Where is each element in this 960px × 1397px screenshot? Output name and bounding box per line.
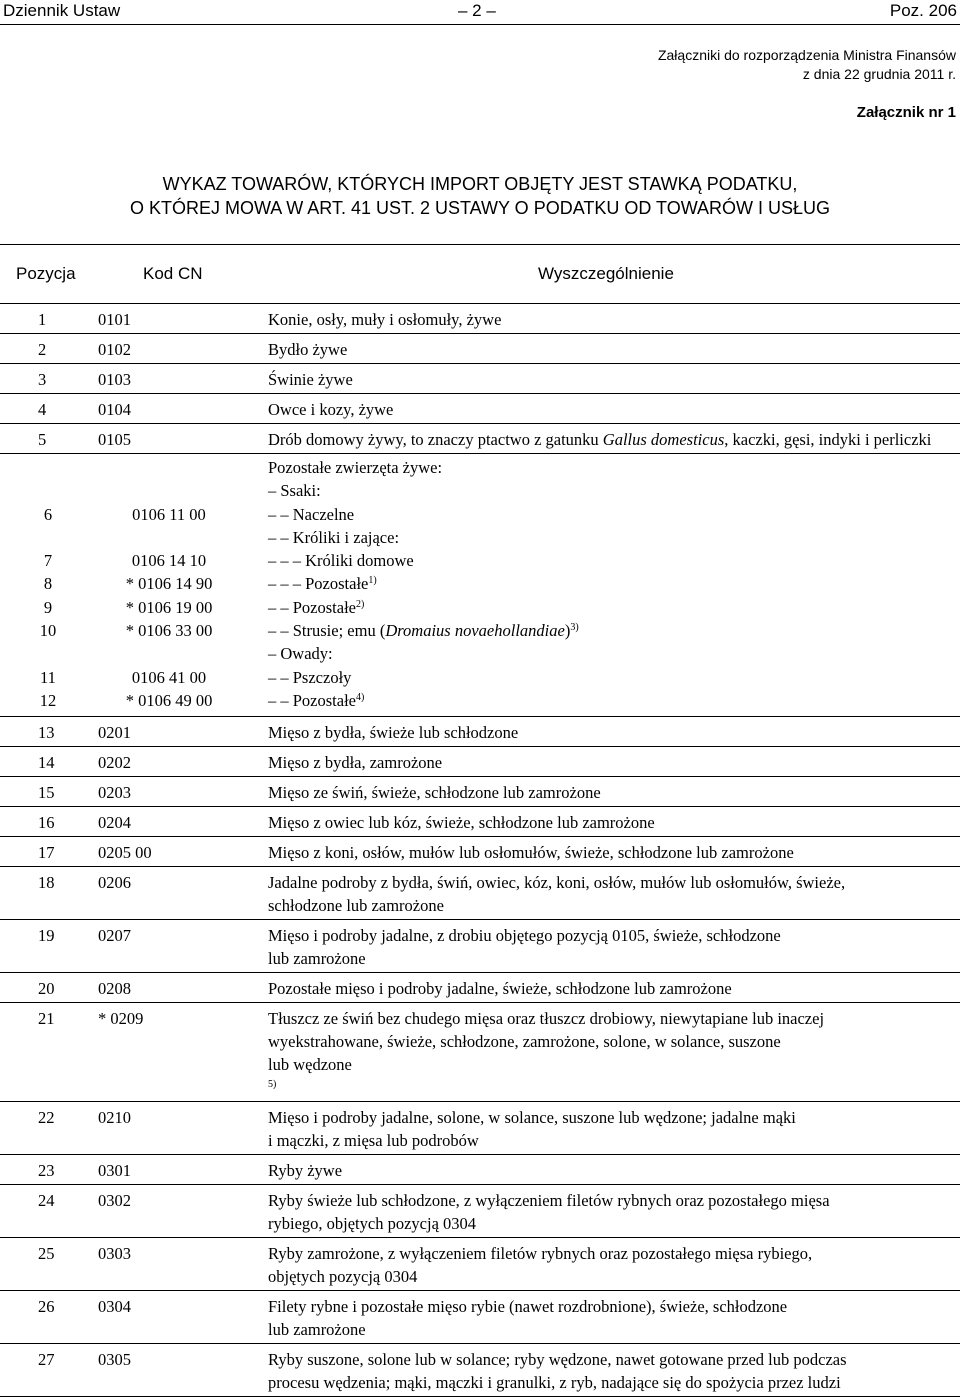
indent-dashes: – – – [268, 551, 306, 571]
table-row [0, 807, 960, 837]
cn-code-cell: * 0209 [98, 1009, 144, 1029]
document-title-line: O KTÓREJ MOWA W ART. 41 UST. 2 USTAWY O PODATKU OD TOWARÓW I USŁUG [129, 198, 831, 218]
table-row [0, 1185, 960, 1238]
footnote-ref: 5) [268, 1079, 277, 1091]
position-cell: 19 [38, 926, 55, 946]
cn-code-cell: 0102 [98, 340, 131, 359]
cn-code-value: * 0106 33 00 [125, 621, 213, 641]
description-text: Króliki i zające: [292, 527, 400, 547]
indent-dashes: – [268, 481, 281, 501]
description-cell [268, 811, 960, 834]
cn-code-cell: 0203 [98, 783, 131, 803]
table-row [0, 747, 960, 777]
description-text: ) [564, 621, 571, 641]
table-row [0, 1291, 960, 1344]
cn-code-cell: 0205 00 [98, 843, 152, 863]
journal-name: Dziennik Ustaw [3, 1, 121, 20]
description-cell [268, 1189, 960, 1235]
position-cell: 23 [38, 1161, 55, 1181]
description-line [268, 526, 960, 549]
description-text: , kaczki, gęsi, indyki i perliczki [724, 430, 932, 449]
description-text: Ssaki: [280, 481, 321, 501]
position-value [0, 456, 96, 479]
position-cell: 18 [38, 873, 55, 893]
cn-code-cell: 0304 [98, 1297, 131, 1317]
position-cell: 24 [38, 1191, 55, 1211]
description-cell: Świnie żywe [268, 370, 353, 389]
position-value [0, 479, 96, 502]
description-cell [268, 1106, 960, 1152]
description-cell [268, 1159, 960, 1182]
description-text: Naczelne [292, 504, 355, 524]
description-line [268, 596, 960, 619]
description-line: wyekstrahowane, świeże, schłodzone, zamrożone, solone, w solance, suszone [268, 1032, 781, 1052]
description-line: objętych pozycją 0304 [268, 1267, 418, 1287]
cn-code-value [98, 479, 240, 502]
cn-code-value: 0106 11 00 [132, 504, 206, 524]
description-cell [268, 924, 960, 970]
description-text: Strusie; emu ( [292, 621, 386, 641]
description-cell [268, 1242, 960, 1288]
cn-code-cell: 0104 [98, 400, 131, 419]
position-cell: 25 [38, 1244, 55, 1264]
description-text: Owady: [280, 644, 333, 664]
table-row [0, 1238, 960, 1291]
table-row [0, 1102, 960, 1155]
cn-code-cell: 0210 [98, 1108, 131, 1128]
species-name: Dromaius novaehollandiae [385, 621, 565, 641]
position-value: 8 [43, 574, 53, 594]
cn-code-value [98, 642, 240, 665]
description-line: Pozostałe mięso i podroby jadalne, świeże, schłodzone lub zamrożone [268, 979, 732, 999]
description-line: schłodzone lub zamrożone [268, 896, 444, 916]
footnote-ref: 4) [356, 691, 365, 703]
description-cell: Konie, osły, muły i osłomuły, żywe [268, 310, 502, 329]
position-value: 11 [40, 667, 56, 687]
position-cell: 20 [38, 979, 55, 999]
position-cell: 21 [38, 1009, 55, 1029]
cn-code-value: 0106 14 10 [131, 551, 207, 571]
cn-code-cell: 0201 [98, 723, 131, 743]
description-text: Pozostałe zwierzęta żywe: [268, 458, 443, 477]
table-row [0, 920, 960, 973]
column-header-kod: Kod CN [143, 264, 203, 283]
description-line: Jadalne podroby z bydła, świń, owiec, kóz, koni, osłów, mułów lub osłomułów, świeże, [268, 873, 846, 893]
description-line: procesu wędzenia; mąki, mączki i granulki, z ryb, nadające się do spożycia przez ludzi [268, 1373, 841, 1393]
cn-code-value [98, 526, 240, 549]
indent-dashes: – – [268, 597, 293, 617]
description-cell: Bydło żywe [268, 340, 348, 359]
description-text: Króliki domowe [305, 551, 414, 571]
description-line [268, 689, 960, 712]
cn-code-cell: 0301 [98, 1161, 131, 1181]
description-text: Pszczoły [292, 667, 352, 687]
description-line: Filety rybne i pozostałe mięso rybie (nawet rozdrobnione), świeże, schłodzone [268, 1297, 788, 1317]
cn-code-cell: 0105 [98, 430, 131, 449]
header-rule [0, 24, 960, 25]
description-text: Pozostałe [305, 574, 369, 594]
description-line: Ryby żywe [268, 1161, 343, 1181]
position-cell: 3 [38, 370, 47, 389]
description-cell [268, 751, 960, 774]
document-title-line: WYKAZ TOWARÓW, KTÓRYCH IMPORT OBJĘTY JEST STAWKĄ PODATKU, [162, 174, 798, 194]
description-text: Drób domowy żywy, to znaczy ptactwo z gatunku [268, 430, 603, 449]
position-value: 10 [39, 621, 57, 641]
column-header-pozycja: Pozycja [16, 264, 76, 283]
position-value: 9 [43, 597, 53, 617]
indent-dashes: – – [268, 527, 293, 547]
annex-note-line: z dnia 22 grudnia 2011 r. [802, 66, 956, 82]
table-row [0, 1155, 960, 1185]
table-row-group [0, 454, 960, 717]
description-line: Mięso z koni, osłów, mułów lub osłomułów, świeże, schłodzone lub zamrożone [268, 843, 794, 863]
description-cell [268, 428, 960, 451]
indent-dashes: – – – [268, 574, 306, 594]
page-number: – 2 – [458, 1, 496, 20]
position-value [0, 526, 96, 549]
description-line: Ryby świeże lub schłodzone, z wyłączeniem filetów rybnych oraz pozostałego mięsa [268, 1191, 830, 1211]
cn-code-value: 0106 41 00 [131, 667, 207, 687]
table-row [0, 837, 960, 867]
description-line: Mięso z bydła, świeże lub schłodzone [268, 723, 519, 743]
table-row [0, 424, 960, 454]
table-row [0, 364, 960, 394]
description-line: lub zamrożone [268, 1320, 366, 1340]
indent-dashes: – – [268, 504, 293, 524]
description-line [268, 549, 960, 572]
table-row [0, 777, 960, 807]
table-row [0, 867, 960, 920]
description-cell [268, 1348, 960, 1394]
cn-code-cell: 0208 [98, 979, 131, 999]
indent-dashes: – [268, 644, 281, 664]
annex-note [658, 46, 956, 84]
description-cell [268, 977, 960, 1000]
cn-code-cell: 0207 [98, 926, 131, 946]
position-cell: 13 [38, 723, 55, 743]
cn-code-cell: 0303 [98, 1244, 131, 1264]
annex-note-line: Załączniki do rozporządzenia Ministra Finansów [657, 47, 956, 63]
cn-code-cell: 0206 [98, 873, 131, 893]
position-cell: 26 [38, 1297, 55, 1317]
description-cell [268, 781, 960, 804]
description-line: Mięso i podroby jadalne, solone, w solance, suszone lub wędzone; jadalne mąki [268, 1108, 796, 1128]
position-cell: 2 [38, 340, 47, 359]
description-cell [268, 1007, 960, 1099]
position-cell: 17 [38, 843, 55, 863]
description-line: Mięso i podroby jadalne, z drobiu objętego pozycją 0105, świeże, schłodzone [268, 926, 781, 946]
position-cell: 5 [38, 430, 47, 449]
cn-code-cell [98, 456, 268, 712]
species-name: Gallus domesticus [602, 430, 725, 449]
table-row [0, 1344, 960, 1397]
cn-code-cell: 0302 [98, 1191, 131, 1211]
cn-code-cell: 0202 [98, 753, 131, 773]
goods-table [0, 304, 960, 1397]
description-line [268, 1053, 952, 1099]
description-line: lub zamrożone [268, 949, 366, 969]
table-row [0, 717, 960, 747]
description-text: Pozostałe [292, 690, 356, 710]
cn-code-value: * 0106 19 00 [125, 597, 213, 617]
table-row [0, 1003, 960, 1102]
description-cell [268, 721, 960, 744]
description-line: Mięso ze świń, świeże, schłodzone lub zamrożone [268, 783, 601, 803]
description-line: Tłuszcz ze świń bez chudego mięsa oraz tłuszcz drobiowy, niewytapiane lub inaczej [268, 1009, 825, 1029]
position-cell: 1 [38, 310, 47, 329]
description-line [268, 619, 960, 642]
indent-dashes: – – [268, 690, 293, 710]
description-line: lub wędzone [268, 1055, 352, 1075]
table-row [0, 334, 960, 364]
cn-code-value: * 0106 49 00 [125, 690, 213, 710]
cn-code-cell: 0103 [98, 370, 131, 389]
position-value: 7 [43, 551, 53, 571]
description-line: Mięso z owiec lub kóz, świeże, schłodzone lub zamrożone [268, 813, 655, 833]
description-line [268, 572, 960, 595]
description-line [268, 642, 960, 665]
description-line [268, 479, 960, 502]
footnote-ref: 2) [356, 598, 365, 610]
description-line [268, 503, 960, 526]
position-value: 12 [39, 690, 57, 710]
cn-code-value [98, 456, 240, 479]
cn-code-cell: 0204 [98, 813, 131, 833]
indent-dashes: – – [268, 621, 293, 641]
footnote-ref: 1) [368, 575, 377, 587]
position-cell [0, 456, 98, 712]
description-line: Ryby zamrożone, z wyłączeniem filetów rybnych oraz pozostałego mięsa rybiego, [268, 1244, 813, 1264]
description-cell [268, 841, 960, 864]
position-cell: 27 [38, 1350, 55, 1370]
description-line [268, 666, 960, 689]
description-cell [268, 871, 960, 917]
position-cell: 15 [38, 783, 55, 803]
cn-code-value: * 0106 14 90 [125, 574, 213, 594]
description-cell [268, 456, 960, 712]
description-line: Mięso z bydła, zamrożone [268, 753, 443, 773]
position-value: 6 [43, 504, 53, 524]
position-cell: 22 [38, 1108, 55, 1128]
position-cell: 4 [38, 400, 47, 419]
table-row [0, 394, 960, 424]
annex-title: Załącznik nr 1 [856, 104, 956, 121]
description-line: Ryby suszone, solone lub w solance; ryby wędzone, nawet gotowane przed lub podczas [268, 1350, 847, 1370]
table-top-rule [0, 244, 960, 245]
table-row [0, 973, 960, 1003]
position-number: Poz. 206 [889, 1, 957, 20]
indent-dashes: – – [268, 667, 293, 687]
description-line: rybiego, objętych pozycją 0304 [268, 1214, 477, 1234]
column-header-opis: Wyszczególnienie [538, 264, 674, 283]
description-text: Pozostałe [292, 597, 356, 617]
description-line: i mączki, z mięsa lub podrobów [268, 1131, 479, 1151]
table-row [0, 304, 960, 334]
cn-code-cell: 0101 [98, 310, 131, 329]
position-cell: 14 [38, 753, 55, 773]
description-line [268, 456, 960, 479]
position-value [0, 642, 96, 665]
document-title [0, 172, 960, 220]
description-cell [268, 1295, 960, 1341]
cn-code-cell: 0305 [98, 1350, 131, 1370]
position-cell: 16 [38, 813, 55, 833]
footnote-ref: 3) [570, 622, 579, 634]
description-cell: Owce i kozy, żywe [268, 400, 394, 419]
